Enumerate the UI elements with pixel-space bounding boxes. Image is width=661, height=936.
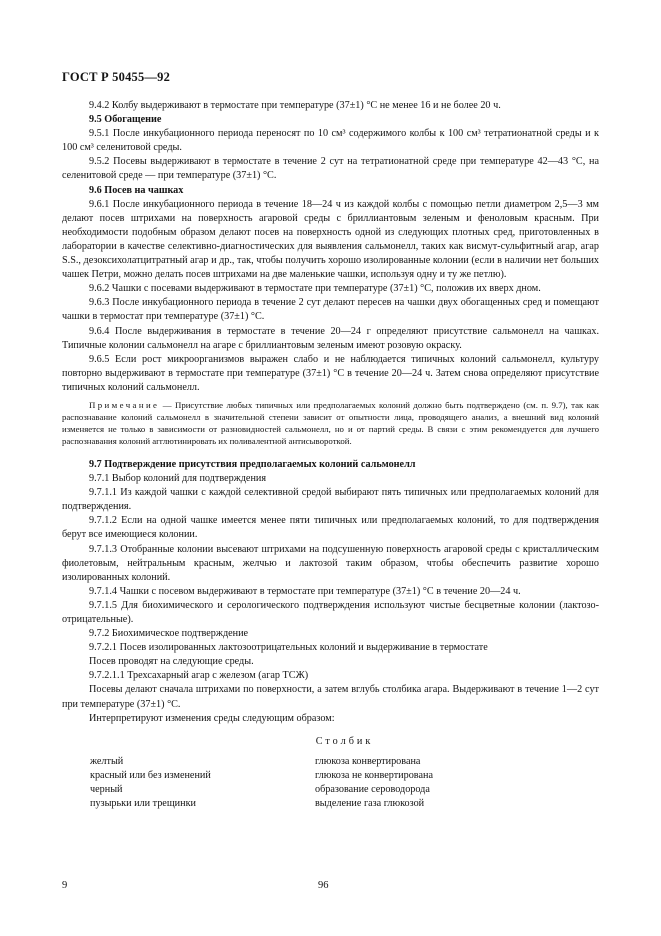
table-row: [90, 797, 433, 811]
paragraph: 9.7.2.1.1 Трехсахарный агар с железом (агар ТСЖ): [89, 670, 309, 682]
document-body: [62, 99, 599, 812]
document-header: ГОСТ Р 50455—92: [62, 70, 171, 84]
table-row: [90, 755, 433, 769]
table-cell: желтый: [90, 755, 124, 767]
paragraph: Посевы делают сначала штрихами по поверхности, а затем вглубь столбика агара. Выдерживают в течение 1—2 сут при температуре (37±1) °С.: [62, 684, 599, 710]
paragraph: 9.7.1.4 Чашки с посевом выдерживают в термостате при температуре (37±1) °С в течение 20—24 ч.: [89, 585, 521, 597]
paragraph: 9.6.4 После выдерживания в термостате в течение 20—24 г определяют присутствие сальмонелл на чашках. Типичные колонии сальмонелл на агаре с бриллиантовым зеленым имеют розовую окраску.: [62, 325, 599, 351]
note: [62, 399, 599, 447]
note-text: — Присутствие любых типичных или предполагаемых колоний должно быть подтверждено (см. п. 9.7), так как распознавание колоний сальмонелл в значительной степени зависит от опытности лица, проводящего анализ, а внешний вид колоний изменяется не только в зависимости от разновидностей сальмонелл, но и от партий среды. В связи с этим рекомендуется для лучшего распознавания колоний агглютинировать их поливалентной антисывороткой.: [62, 399, 599, 446]
paragraph: 9.7.2 Биохимическое подтверждение: [89, 628, 249, 640]
paragraph: 9.7.1.3 Отобранные колонии высевают штрихами на подсушенную поверхность агаровой среды с кристаллическим фиолетовым, нейтральным красным, желчью и лактозой таким образом, чтобы обеспечить развитие хорошо изолированных колоний.: [62, 543, 599, 583]
section-heading: 9.7 Подтверждение присутствия предполагаемых колоний сальмонелл: [89, 458, 416, 470]
interpretation-table: [90, 755, 433, 812]
paragraph: 9.6.3 После инкубационного периода в течение 2 сут делают пересев на чашки двух обогащенных сред и помещают чашки в термостат при температуре (37±1) °С.: [62, 297, 599, 323]
table-row: [90, 783, 433, 797]
table-cell: образование сероводорода: [315, 784, 430, 796]
section-heading: 9.6 Посев на чашках: [89, 184, 184, 196]
table-cell: глюкоза конвертирована: [315, 755, 421, 767]
paragraph: 9.5.1 После инкубационного периода переносят по 10 см³ содержимого колбы к 100 см³ тетратионатной среды и к 100 см³ селенитовой среды.: [62, 128, 599, 154]
table-row: [90, 769, 433, 783]
paragraph: 9.5.2 Посевы выдерживают в термостате в течение 2 сут на тетратионатной среде при температуре 42—43 °С, на селенитовой среде — при температуре (37±1) °С.: [62, 156, 599, 182]
paragraph: 9.6.1 После инкубационного периода в течение 18—24 ч из каждой колбы с помощью петли диаметром 2,5—3 мм делают посев штрихами на поверхность агаровой среды с бриллиантовым зеленым и феноловым красным. При необходимости подобным образом делают посев на поверхность одной из следующих плотных сред, приготовленных в лаборатории в качестве селективно-диагностических для выявления сальмонелл, таких как висмут-сульфитный агар, агар S.S., дезоксихолатцитратный агар и др., так, чтобы получить хорошо изолированные колонии (если в наличии нет больших чашек Петри, можно делать посев штрихами на две маленькие чашки, используя одну и ту же петлю).: [62, 198, 599, 281]
table-cell: пузырьки или трещинки: [90, 798, 196, 810]
table-cell: черный: [90, 784, 123, 796]
page-number-center: 96: [318, 880, 329, 891]
spacer: [62, 451, 599, 458]
paragraph: 9.6.2 Чашки с посевами выдерживают в термостате при температуре (37±1) °С, положив их вверх дном.: [89, 283, 541, 295]
table-title: Столбик: [315, 735, 374, 747]
paragraph: 9.7.1.1 Из каждой чашки с каждой селективной средой выбирают пять типичных или предполагаемых колоний для подтверждения.: [62, 487, 599, 513]
paragraph: 9.4.2 Колбу выдерживают в термостате при температуре (37±1) °С не менее 16 и не более 20 ч.: [89, 100, 501, 111]
paragraph: 9.7.1.2 Если на одной чашке имеется менее пяти типичных или предполагаемых колоний, то для подтверждения берут все имеющиеся колонии.: [62, 515, 599, 541]
paragraph: 9.7.1 Выбор колоний для подтверждения: [89, 473, 267, 485]
section-heading: 9.5 Обогащение: [89, 114, 162, 126]
paragraph: Интерпретируют изменения среды следующим образом:: [89, 712, 335, 724]
page-number-left: 9: [62, 880, 68, 891]
paragraph: 9.7.1.5 Для биохимического и серологического подтверждения используют чистые бесцветные колонии (лактозо-отрицательные).: [62, 599, 599, 625]
paragraph: 9.6.5 Если рост микроорганизмов выражен слабо и не наблюдается типичных колоний сальмонелл, культуру повторно выдерживают в термостате при температуре (37±1) °С в течение 20—24 ч. Затем снова определяют присутствие типичных колоний сальмонелл.: [62, 353, 599, 393]
paragraph: Посев проводят на следующие среды.: [89, 656, 254, 668]
table-cell: выделение газа глюкозой: [315, 798, 425, 810]
table-cell: красный или без изменений: [90, 770, 211, 782]
note-label: Примечание: [89, 399, 160, 410]
table-cell: глюкоза не конвертирована: [315, 770, 433, 782]
paragraph: 9.7.2.1 Посев изолированных лактозоотрицательных колоний и выдерживание в термостате: [89, 642, 488, 654]
